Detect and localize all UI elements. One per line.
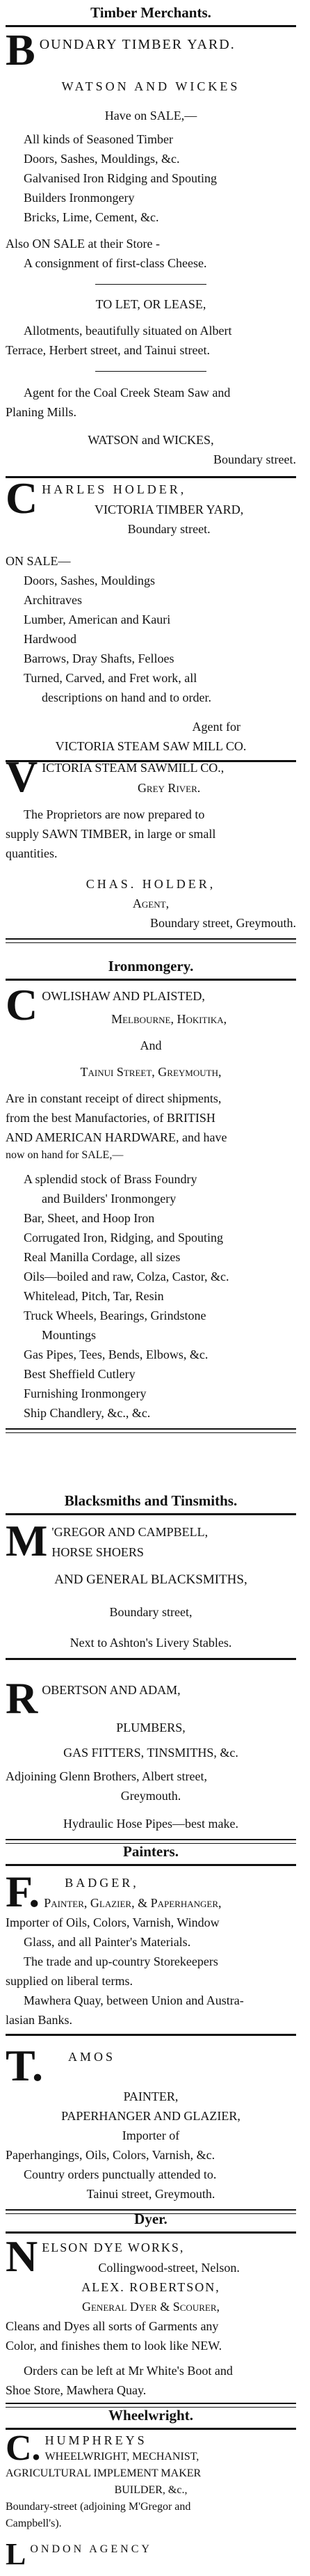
ad-humphreys bbox=[6, 2428, 296, 2532]
ad-subtitle: PAPERHANGER AND GLAZIER, bbox=[61, 2109, 240, 2123]
ad-title bbox=[6, 980, 296, 1029]
to-let-title: TO LET, OR LEASE, bbox=[95, 297, 206, 311]
ad-title-text: HUMPHREYS bbox=[44, 2433, 147, 2447]
ad-subtitle: PLUMBERS, bbox=[116, 1721, 186, 1735]
ad-body bbox=[6, 2361, 296, 2400]
also-on-sale: Also ON SALE at their Store - bbox=[6, 237, 160, 251]
agent-label: Agent for bbox=[192, 720, 240, 734]
section-heading: Timber Merchants. bbox=[90, 4, 211, 21]
ad-body bbox=[6, 805, 296, 863]
list-item: Corrugated Iron, Ridging, and Spouting bbox=[24, 1231, 223, 1244]
body-line: The trade and up-country Storekeepers bbox=[24, 1954, 218, 1968]
body-line: Importer of bbox=[122, 2128, 180, 2142]
ad-robertson-adam bbox=[6, 1673, 296, 1844]
body-line: The Proprietors are now prepared to bbox=[24, 807, 205, 821]
section-heading: Ironmongery. bbox=[108, 958, 194, 974]
body-line: Tainui street, Greymouth. bbox=[86, 2187, 215, 2201]
rule bbox=[6, 1513, 296, 1515]
section-ironmongery bbox=[6, 954, 296, 981]
list-item: Hardwood bbox=[24, 632, 76, 646]
body-line: Allotments, beautifully situated on Albert bbox=[24, 324, 232, 338]
ad-subtitle: Painter, Glazier, & Paperhanger, bbox=[44, 1896, 222, 1910]
list-item: Real Manilla Cordage, all sizes bbox=[24, 1250, 181, 1264]
drop-cap: C bbox=[6, 473, 38, 523]
list-item: Furnishing Ironmongery bbox=[24, 1386, 147, 1400]
rule bbox=[6, 2428, 296, 2430]
ad-body bbox=[6, 1089, 296, 1164]
on-sale: ON SALE— bbox=[6, 554, 71, 568]
section-heading: Dyer. bbox=[134, 2211, 168, 2227]
list-item: Gas Pipes, Tees, Bends, Elbows, &c. bbox=[24, 1348, 209, 1361]
body-line: from the best Manufactories, of BRITISH bbox=[6, 1111, 215, 1125]
place: Melbourne, Hokitika, bbox=[111, 1012, 227, 1026]
section-wheelwright bbox=[6, 2403, 296, 2430]
list-item: Doors, Sashes, Mouldings bbox=[24, 574, 156, 587]
list-item: and Builders' Ironmongery bbox=[42, 1192, 177, 1206]
ad-title-text: OWLISHAW AND PLAISTED, bbox=[42, 989, 205, 1003]
ad-title bbox=[6, 2537, 296, 2571]
divider bbox=[95, 284, 206, 285]
rule bbox=[6, 2231, 296, 2234]
ad-title-text: HARLES HOLDER, bbox=[42, 482, 187, 496]
ad-title-text: ELSON DYE WORKS, bbox=[42, 2241, 185, 2254]
proprietor-name: ALEX. ROBERTSON, bbox=[81, 2280, 220, 2294]
ad-amos bbox=[6, 2041, 296, 2214]
body-line: Color, and finishes them to look like NEW. bbox=[6, 2339, 222, 2353]
ad-boundary-timber-yard bbox=[6, 25, 296, 478]
ad-title-text: OUNDARY TIMBER YARD. bbox=[39, 37, 236, 52]
list-item: Bricks, Lime, Cement, &c. bbox=[24, 210, 159, 224]
section-heading: Blacksmiths and Tinsmiths. bbox=[64, 1492, 238, 1509]
ad-title bbox=[6, 473, 296, 539]
ad-title-text: AMOS bbox=[67, 2050, 115, 2064]
section-blacksmiths bbox=[6, 1488, 296, 1515]
body-line: Are in constant receipt of direct shipments, bbox=[6, 1091, 222, 1105]
ad-title bbox=[6, 2428, 296, 2468]
and-word: And bbox=[140, 1038, 162, 1052]
list-item: Architraves bbox=[24, 593, 82, 607]
ad-title bbox=[6, 25, 296, 74]
agent-address: Boundary street, Greymouth. bbox=[150, 916, 296, 930]
ad-title bbox=[6, 2231, 296, 2281]
body-line: now on hand for SALE,— bbox=[6, 1149, 124, 1161]
street: Boundary street, bbox=[109, 1605, 193, 1619]
agent-role: Agent, bbox=[132, 896, 170, 910]
mill-name: VICTORIA STEAM SAW MILL CO. bbox=[55, 739, 247, 753]
body-line: Importer of Oils, Colors, Varnish, Window bbox=[6, 1915, 220, 1929]
place: Grey River. bbox=[137, 781, 201, 795]
body-line: lasian Banks. bbox=[6, 2013, 72, 2027]
ad-body bbox=[6, 1913, 296, 2030]
list-item: Oils—boiled and raw, Colza, Castor, &c. bbox=[24, 1270, 229, 1283]
drop-cap: C bbox=[6, 980, 38, 1029]
list-item: Best Sheffield Cutlery bbox=[24, 1367, 136, 1381]
firm-name: WATSON AND WICKES bbox=[61, 79, 240, 93]
ad-body bbox=[6, 2126, 296, 2204]
drop-cap: C. bbox=[6, 2428, 41, 2468]
rule bbox=[6, 2034, 296, 2036]
list-item: Mountings bbox=[42, 1328, 97, 1342]
body-line: Country orders punctually attended to. bbox=[24, 2167, 217, 2181]
rule bbox=[6, 1428, 296, 1433]
ad-body bbox=[6, 2316, 296, 2355]
drop-cap: B bbox=[6, 25, 35, 74]
body-line: Shoe Store, Mawhera Quay. bbox=[6, 2383, 147, 2397]
list-item: Ship Chandlery, &c., &c. bbox=[24, 1406, 151, 1420]
drop-cap: L bbox=[6, 2537, 26, 2571]
agent-note bbox=[6, 383, 296, 422]
section-heading: Wheelwright. bbox=[108, 2407, 193, 2424]
list-item: A splendid stock of Brass Foundry bbox=[24, 1172, 197, 1186]
drop-cap: R bbox=[6, 1673, 38, 1723]
rule bbox=[6, 979, 296, 981]
ad-subtitle: PAINTER, bbox=[123, 2089, 179, 2103]
ad-charles-holder bbox=[6, 473, 296, 762]
body-line: Planing Mills. bbox=[6, 405, 77, 419]
ad-title-text: BADGER, bbox=[65, 1876, 139, 1890]
body-line: supply SAWN TIMBER, in large or small bbox=[6, 827, 216, 841]
rule bbox=[6, 476, 296, 478]
drop-cap: M bbox=[6, 1516, 48, 1565]
body-line: Cleans and Dyes all sorts of Garments any bbox=[6, 2319, 219, 2333]
body-line: Paperhangings, Oils, Colors, Varnish, &c. bbox=[6, 2148, 215, 2162]
rule bbox=[6, 938, 296, 943]
location-note: Next to Ashton's Livery Stables. bbox=[70, 1636, 232, 1650]
list-item: Barrows, Dray Shafts, Felloes bbox=[24, 651, 174, 665]
ad-cowlishaw-plaisted bbox=[6, 980, 296, 1433]
body-line: Terrace, Herbert street, and Tainui street. bbox=[6, 343, 211, 357]
drop-cap: V bbox=[6, 752, 38, 801]
ad-title bbox=[6, 2041, 296, 2090]
rule bbox=[6, 1864, 296, 1866]
product-note: Hydraulic Hose Pipes—best make. bbox=[63, 1817, 238, 1831]
divider bbox=[95, 371, 206, 372]
section-heading: Painters. bbox=[123, 1843, 179, 1860]
body-line: Orders can be left at Mr White's Boot and bbox=[24, 2364, 233, 2378]
yard-name: VICTORIA TIMBER YARD, bbox=[95, 503, 244, 516]
list-item: Bar, Sheet, and Hoop Iron bbox=[24, 1211, 155, 1225]
street: Collingwood-street, Nelson. bbox=[98, 2261, 240, 2275]
body-line: supplied on liberal terms. bbox=[6, 1974, 133, 1988]
ad-title-text: 'GREGOR AND CAMPBELL, bbox=[51, 1525, 209, 1539]
rule bbox=[6, 25, 296, 27]
body-line: quantities. bbox=[6, 846, 58, 860]
list-item: Doors, Sashes, Mouldings, &c. bbox=[24, 152, 180, 166]
ad-mgregor-campbell bbox=[6, 1516, 296, 1660]
ad-subtitle: AND GENERAL BLACKSMITHS, bbox=[54, 1572, 247, 1587]
list-item: Turned, Carved, and Fret work, all bbox=[24, 671, 197, 685]
ad-nelson-dye-works bbox=[6, 2231, 296, 2408]
place: Tainui Street, Greymouth, bbox=[80, 1065, 222, 1079]
signature-street: Boundary street. bbox=[213, 452, 296, 466]
body-line: Campbell's). bbox=[6, 2518, 62, 2529]
body-line: Glass, and all Painter's Materials. bbox=[24, 1935, 191, 1949]
body-line: Boundary-street (adjoining M'Gregor and bbox=[6, 2501, 191, 2513]
ad-badger bbox=[6, 1867, 296, 2036]
ad-subtitle: WHEELWRIGHT, MECHANIST, bbox=[44, 2451, 199, 2463]
items-list bbox=[6, 1169, 296, 1423]
list-item: Truck Wheels, Bearings, Grindstone bbox=[24, 1309, 206, 1322]
ad-subtitle: BUILDER, &c., bbox=[114, 2484, 188, 2496]
body-line: Mawhera Quay, between Union and Austra- bbox=[24, 1993, 244, 2007]
rule bbox=[6, 1658, 296, 1660]
ad-subtitle: AGRICULTURAL IMPLEMENT MAKER bbox=[6, 2467, 202, 2479]
ad-subtitle: HORSE SHOERS bbox=[51, 1545, 144, 1559]
ad-title bbox=[6, 1516, 296, 1565]
address-line: Greymouth. bbox=[120, 1789, 181, 1803]
ad-title-text: ONDON AGENCY bbox=[30, 2543, 152, 2555]
agent-name: CHAS. HOLDER, bbox=[85, 877, 216, 891]
items-list bbox=[6, 129, 296, 227]
proprietor-role: General Dyer & Scourer, bbox=[81, 2300, 220, 2314]
ad-title bbox=[6, 1867, 296, 1916]
ad-subtitle: GAS FITTERS, TINSMITHS, &c. bbox=[63, 1746, 238, 1760]
ad-london-agency bbox=[6, 2537, 296, 2571]
list-item: descriptions on hand and to order. bbox=[42, 690, 211, 704]
drop-cap: T. bbox=[6, 2041, 43, 2090]
ad-victoria-sawmill bbox=[6, 752, 296, 943]
signature-firm: WATSON and WICKES, bbox=[88, 433, 214, 447]
body-line: AND AMERICAN HARDWARE, and have bbox=[6, 1130, 227, 1144]
body-line: Agent for the Coal Creek Steam Saw and bbox=[24, 386, 231, 400]
ad-title-text: OBERTSON AND ADAM, bbox=[42, 1683, 181, 1697]
section-timber bbox=[6, 0, 296, 27]
drop-cap: N bbox=[6, 2231, 38, 2281]
ad-title bbox=[6, 1673, 296, 1723]
section-painters bbox=[6, 1839, 296, 1866]
items-list bbox=[6, 571, 296, 707]
ad-title bbox=[6, 752, 296, 801]
drop-cap: F. bbox=[6, 1867, 40, 1916]
list-item: Galvanised Iron Ridging and Spouting bbox=[24, 171, 217, 185]
ad-body bbox=[6, 2499, 296, 2532]
list-item: Builders Ironmongery bbox=[24, 191, 135, 205]
to-let-body bbox=[6, 321, 296, 360]
list-item: Lumber, American and Kauri bbox=[24, 613, 171, 626]
address-line: Adjoining Glenn Brothers, Albert street, bbox=[6, 1769, 207, 1783]
section-dyer bbox=[6, 2206, 296, 2234]
list-item: All kinds of Seasoned Timber bbox=[24, 132, 174, 146]
yard-street: Boundary street. bbox=[127, 522, 211, 536]
also-on-sale-item: A consignment of first-class Cheese. bbox=[24, 256, 207, 270]
ad-title-text: ICTORIA STEAM SAWMILL CO., bbox=[42, 761, 225, 775]
have-on-sale: Have on SALE,— bbox=[104, 109, 197, 123]
list-item: Whitelead, Pitch, Tar, Resin bbox=[24, 1289, 164, 1303]
